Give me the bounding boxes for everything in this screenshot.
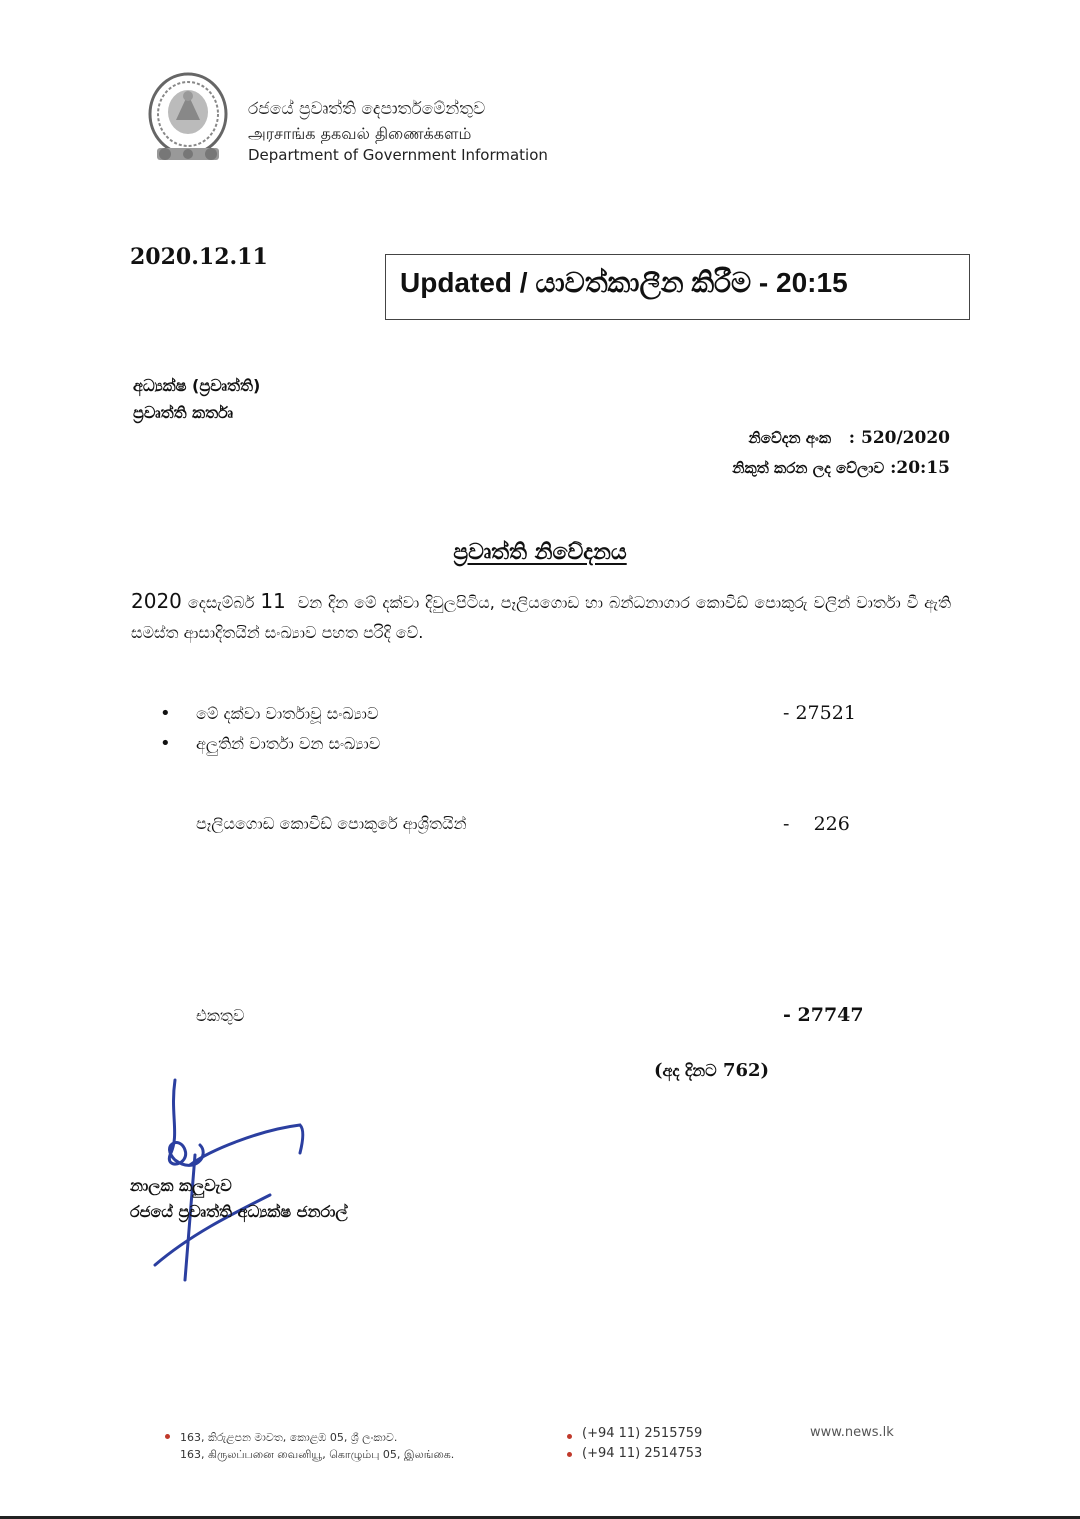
today-label: අද දිනට — [662, 1061, 717, 1080]
today-open: ( — [654, 1060, 663, 1081]
letterhead-english: Department of Government Information — [248, 146, 548, 164]
recipient-line-2: ප්‍රවෘත්ති කර්තෘ — [133, 403, 234, 422]
new-count-label: අලුතින් වාර්තා වන සංඛ්‍යාව — [196, 734, 381, 753]
today-count — [654, 1060, 769, 1081]
paragraph-month: දෙසැම්බර් — [187, 593, 255, 612]
reported-count-value: - 27521 — [783, 702, 856, 724]
page-title-text: ප්‍රවෘත්ති නිවේදනය — [453, 540, 627, 565]
paragraph-text: වන දින මේ දක්වා දිවුලපිටිය, පෑලියගොඩ හා බන්ධනාගාර කොවිඩ් පොකුරු වලින් වාර්තා වී ඇති සමස්ත ආසාදිතයින් සංඛ්‍යාව පහත පරිදි වේ. — [131, 593, 951, 642]
list-item — [160, 703, 378, 724]
notice-number-label: නිවේදන අංක — [748, 429, 832, 447]
footer-address-sinhala: 163, කිරුළපන මාවත, කොළඹ 05, ශ්‍රී ලංකාව. — [180, 1431, 398, 1444]
intro-paragraph — [131, 586, 951, 648]
footer-bullet-icon — [165, 1434, 170, 1439]
notice-number-value: : 520/2020 — [848, 428, 950, 448]
list-item — [160, 733, 380, 754]
today-value: 762) — [722, 1060, 770, 1081]
bullet-icon: • — [160, 703, 171, 724]
update-notice-text: Updated / යාවත්කාලීන කිරීම - 20:15 — [400, 267, 848, 298]
cluster-count-value: - 226 — [783, 813, 850, 835]
footer-fax: (+94 11) 2514753 — [582, 1446, 703, 1461]
footer-address-tamil: 163, கிருலப்பனை வைனியூ, கொழும்பு 05, இலங்கை. — [180, 1448, 455, 1461]
page-title — [0, 540, 1080, 565]
signatory-name: නාලක කලුවැව — [130, 1176, 232, 1195]
issued-time-label: නිකුත් කරන ලද වේලාව — [732, 459, 885, 477]
paragraph-year: 2020 — [131, 589, 182, 613]
letterhead-tamil: அரசாங்க தகவல் திணைக்களம் — [248, 124, 472, 143]
cluster-count-label: පෑලියගොඩ කොවිඩ් පොකුරේ ආශ්‍රිතයින් — [196, 814, 467, 833]
footer-telephone: (+94 11) 2515759 — [582, 1426, 703, 1441]
issued-time — [732, 458, 950, 478]
total-label: එකතුව — [196, 1006, 245, 1025]
total-value: - 27747 — [783, 1004, 864, 1026]
reported-count-label: මේ දක්වා වාර්තාවූ සංඛ්‍යාව — [196, 704, 379, 723]
document-date: 2020.12.11 — [130, 244, 268, 270]
paragraph-day: 11 — [260, 589, 286, 613]
recipient-line-1: අධ්‍යක්ෂ (ප්‍රවෘත්ති) — [133, 376, 261, 395]
update-notice-box — [385, 254, 970, 320]
letterhead-sinhala: රජයේ ප්‍රවෘත්ති දෙපාර්තමේන්තුව — [248, 99, 486, 119]
footer-bullet-icon — [567, 1452, 572, 1457]
notice-number — [749, 428, 950, 448]
signatory-title: රජයේ ප්‍රවෘත්ති අධ්‍යක්ෂ ජනරාල් — [130, 1202, 348, 1221]
bullet-icon: • — [160, 733, 171, 754]
footer-bullet-icon — [567, 1434, 572, 1439]
government-emblem-icon — [143, 70, 233, 166]
footer-website: www.news.lk — [810, 1425, 894, 1440]
issued-time-value: :20:15 — [890, 458, 950, 478]
